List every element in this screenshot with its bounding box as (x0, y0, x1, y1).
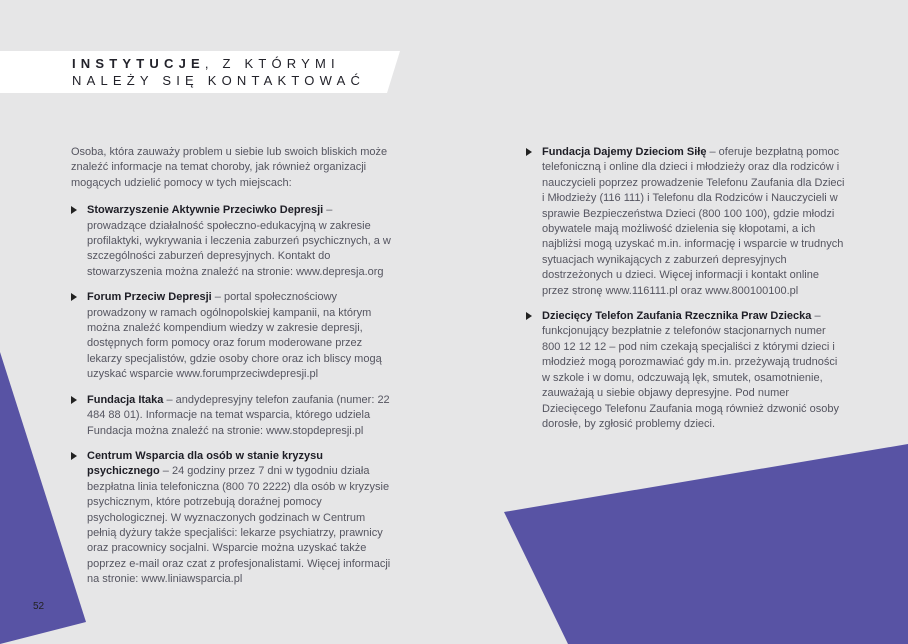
list-item-telefon-zaufania (526, 309, 846, 432)
bullet-arrow-icon (71, 396, 77, 404)
list-item-text: – andydepresyjny telefon zaufania (numer: 22 484 88 01). Informacje na temat wsparcia, którego udziela Fundacja można znaleźć na stronie: www.stopdepresji.pl (87, 393, 390, 437)
page-number: 52 (33, 601, 45, 612)
list-item-stowarzyszenie (71, 203, 391, 280)
list-item-itaka (71, 393, 391, 439)
bullet-arrow-icon (71, 293, 77, 301)
list-item-title: Stowarzyszenie Aktywnie Przeciwko Depresji (87, 204, 324, 217)
list-item-text: – prowadzące działalność społeczno-edukacyjną w zakresie profilaktyki, wykrywania i leczenia zaburzeń psychicznych, a w szczególności zaburzeń depresyjnych. Kontakt do stowarzyszenia można znaleźć na stronie: www.depresja.org (87, 204, 391, 278)
list-item-text: – 24 godziny przez 7 dni w tygodniu działa bezpłatna linia telefoniczna (800 70 2222) dla osób w kryzysie psychicznym, które potrzebują doraźnej pomocy psychologicznej. W wyznaczonych godzinach w Centrum pełnią dyżury także specjaliści: lekarze psychiatrzy, prawnicy oraz pracownicy socjalni. Wsparcie można uzyskać także poprzez e-mail oraz czat z profesjonalistami. Więcej informacji na stronie: www.liniawsparcia.pl (87, 465, 391, 586)
bullet-arrow-icon (526, 312, 532, 320)
bullet-arrow-icon (71, 452, 77, 460)
page-title-rest: , Z KTÓRYMI (204, 56, 340, 71)
list-item-title: Dziecięcy Telefon Zaufania Rzecznika Praw Dziecka (542, 310, 812, 323)
bullet-arrow-icon (526, 148, 532, 156)
purple-shape-right (504, 444, 908, 644)
list-item-text: – funkcjonujący bezpłatnie z telefonów stacjonarnych numer 800 12 12 12 – pod nim czekają specjaliści z którymi dzieci i młodzież mogą porozmawiać gdy m.in. przeżywają trudności w szkole i w domu, odczuwają lęk, smutek, osamotnienie, zauważają u siebie objawy depresyjne. Pod numer Dziecięcego Telefonu Zaufania mogą również dzwonić osoby dorosłe, by zgłosić problemy dzieci. (542, 310, 839, 430)
bullet-arrow-icon (71, 206, 77, 214)
list-item-text: – oferuje bezpłatną pomoc telefoniczną i online dla dzieci i młodzieży oraz dla rodziców i nauczycieli poprzez prowadzenie Telefonu Zaufania dla Dzieci i Młodzieży (116 111) i Telefonu dla Rodziców i Nauczycieli w sprawie Bezpieczeństwa Dzieci (800 100 100), gdzie młodzi obywatele mają możliwość dzielenia się kłopotami, a ich najbliżsi mogą uzyskać m.in. informację i wsparcie w trudnych sytuacjach wynikających z zaburzeń depresyjnych dostrzeżonych u dzieci. Więcej informacji i kontakt online przez stronę www.116111.pl oraz www.800100100.pl (542, 146, 845, 297)
list-item-title: Forum Przeciw Depresji (87, 291, 212, 304)
list-item-dajemy-dzieciom-sile (526, 145, 846, 299)
page-subtitle: NALEŻY SIĘ KONTAKTOWAĆ (72, 73, 366, 88)
page-title (72, 56, 340, 71)
intro-paragraph: Osoba, która zauważy problem u siebie lub swoich bliskich może znaleźć informacje na temat choroby, jak również organizacji mogących udzielić pomocy w tych miejscach: (71, 146, 388, 189)
list-item-forum (71, 290, 391, 382)
list-item-text: – portal społecznościowy prowadzony w ramach ogólnopolskiej kampanii, na którym można znaleźć kompendium wiedzy w zakresie depresji, dostępnych form pomocy oraz forum moderowane przez lekarzy specjalistów, gdzie osoby chore oraz ich bliscy mogą uzyskać wsparcie www.forumprzeciwdepresji.pl (87, 291, 382, 381)
list-item-centrum-wsparcia (71, 449, 391, 588)
right-column (526, 145, 846, 442)
left-column (71, 145, 391, 598)
list-item-title: Centrum Wsparcia dla osób w stanie kryzysu psychicznego (87, 449, 323, 478)
list-item-title: Fundacja Dajemy Dzieciom Siłę (542, 146, 707, 158)
list-item-title: Fundacja Itaka (87, 393, 164, 406)
page-title-bold: INSTYTUCJE (72, 56, 205, 71)
